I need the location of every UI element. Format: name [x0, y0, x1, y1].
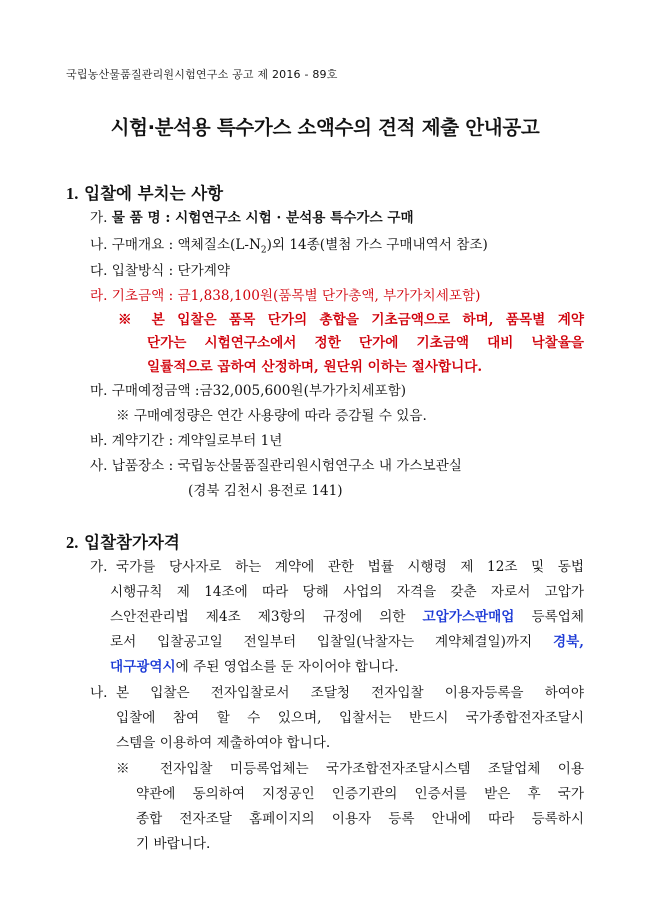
paragraph-line: 본 입찰은 전자입찰로서 조달청 전자입찰 이용자등록을 하여야 — [116, 685, 584, 701]
item-label: 사. — [90, 458, 108, 474]
text-run: 로서 입찰공고일 전일부터 입찰일(낙찰자는 계약체결일)까지 — [110, 634, 553, 650]
section-2-heading — [66, 529, 180, 553]
paragraph-line: 시행규칙 제 14조에 따라 당해 사업의 자격을 갖춘 자로서 고압가 — [110, 584, 584, 600]
item-2-ga-line-5 — [110, 657, 399, 677]
section-1-heading — [66, 180, 223, 204]
item-1-ga — [90, 208, 414, 228]
item-text: 입찰방식 : 단가계약 — [111, 263, 231, 279]
note-text: 약관에 동의하여 지정공인 인증기관의 인증서를 받은 후 국가 — [136, 786, 584, 802]
note-text: ※ 구매예정량은 연간 사용량에 따라 증감될 수 있음. — [116, 408, 427, 424]
note-text: 일률적으로 곱하여 산정하며, 원단위 이하는 절사합니다. — [147, 359, 483, 375]
item-label: 가. — [90, 210, 108, 226]
paragraph-line — [110, 632, 584, 652]
item-text: )외 14종(별첨 가스 구매내역서 참조) — [266, 237, 488, 253]
page-title: 시험·분석용 특수가스 소액수의 견적 제출 안내공고 — [110, 116, 540, 139]
item-2-ga-line-4 — [110, 632, 584, 652]
item-1-na — [90, 235, 488, 261]
item-2-na-line-1 — [116, 683, 584, 703]
notice-number: 국립농산물품질관리원시험연구소 공고 제 2016 - 89호 — [66, 68, 338, 81]
item-1-ma-note — [116, 406, 427, 426]
text-run: 등록업체 — [514, 609, 584, 625]
note-text: ※ 본 입찰은 품목 단가의 총합을 기초금액으로 하며, 품목별 계약 — [118, 312, 584, 328]
item-1-ra-note-2 — [147, 333, 584, 353]
item-label: 나. — [90, 237, 108, 253]
item-text: 기초금액 : 금1,838,100원(품목별 단가총액, 부가가치세포함) — [111, 288, 481, 304]
item-1-ma — [90, 381, 406, 401]
highlight-business-type: 고압가스판매업 — [422, 609, 515, 625]
item-2-note-line-1 — [116, 759, 584, 779]
item-label: 라. — [90, 288, 108, 304]
highlight-region: 대구광역시 — [110, 659, 176, 675]
item-text: 구매개요 : 액체질소(L-N — [111, 237, 261, 253]
subscript: 2 — [260, 245, 267, 256]
item-text: 구매예정금액 :금32,005,600원(부가가치세포함) — [111, 383, 407, 399]
item-2-na-line-3 — [116, 733, 330, 753]
item-label: 다. — [90, 263, 108, 279]
item-2-note-line-4 — [136, 834, 210, 854]
item-2-ga-line-1 — [116, 557, 584, 577]
paragraph-line: 스템을 이용하여 제출하여야 합니다. — [116, 735, 331, 751]
note-text: 종합 전자조달 홈페이지의 이용자 등록 안내에 따라 등록하시 — [136, 811, 584, 827]
item-label: 바. — [90, 433, 108, 449]
item-text: 계약기간 : 계약일로부터 1년 — [111, 433, 283, 449]
text-run: 스안전관리법 제4조 제3항의 규정에 의한 — [110, 609, 423, 625]
item-2-na-label — [90, 683, 107, 703]
section-2-number: 2. — [66, 533, 79, 552]
item-1-ra — [90, 286, 480, 306]
item-1-ra-note-3 — [147, 357, 482, 377]
paragraph-line: 입찰에 참여 할 수 있으며, 입찰서는 반드시 국가종합전자조달시 — [116, 710, 584, 726]
item-text: 납품장소 : 국립농산물품질관리원시험연구소 내 가스보관실 — [111, 458, 462, 474]
paragraph-line: 국가를 당사자로 하는 계약에 관한 법률 시행령 제 12조 및 동법 — [116, 559, 584, 575]
item-text: 물 품 명 : 시험연구소 시험 · 분석용 특수가스 구매 — [111, 210, 414, 226]
item-2-na-line-2 — [116, 708, 584, 728]
section-1-title: 입찰에 부치는 사항 — [84, 184, 224, 203]
highlight-region: 경북, — [553, 634, 584, 650]
text-run: 에 주된 영업소를 둔 자이어야 합니다. — [175, 659, 399, 675]
note-text: 기 바랍니다. — [136, 836, 211, 852]
item-1-ba — [90, 431, 282, 451]
item-1-sa — [90, 456, 462, 476]
note-text: 단가는 시험연구소에서 정한 단가에 기초금액 대비 낙찰율을 — [147, 335, 584, 351]
paragraph-line — [110, 607, 584, 627]
item-2-ga-line-2 — [110, 582, 584, 602]
item-label: 가. — [90, 559, 108, 575]
address-text: (경북 김천시 용전로 141) — [188, 483, 343, 499]
item-label: 마. — [90, 383, 108, 399]
item-2-ga-line-3 — [110, 607, 584, 627]
item-1-sa-address — [188, 481, 343, 501]
section-2-title: 입찰참가자격 — [84, 533, 180, 552]
item-2-note-line-2 — [136, 784, 584, 804]
note-text: ※ 전자입찰 미등록업체는 국가조합전자조달시스템 조달업체 이용 — [116, 761, 584, 777]
item-2-ga-label — [90, 557, 107, 577]
item-1-ra-note-1 — [118, 310, 584, 330]
item-2-note-line-3 — [136, 809, 584, 829]
section-1-number: 1. — [66, 184, 79, 203]
item-1-da — [90, 261, 230, 281]
item-label: 나. — [90, 685, 108, 701]
